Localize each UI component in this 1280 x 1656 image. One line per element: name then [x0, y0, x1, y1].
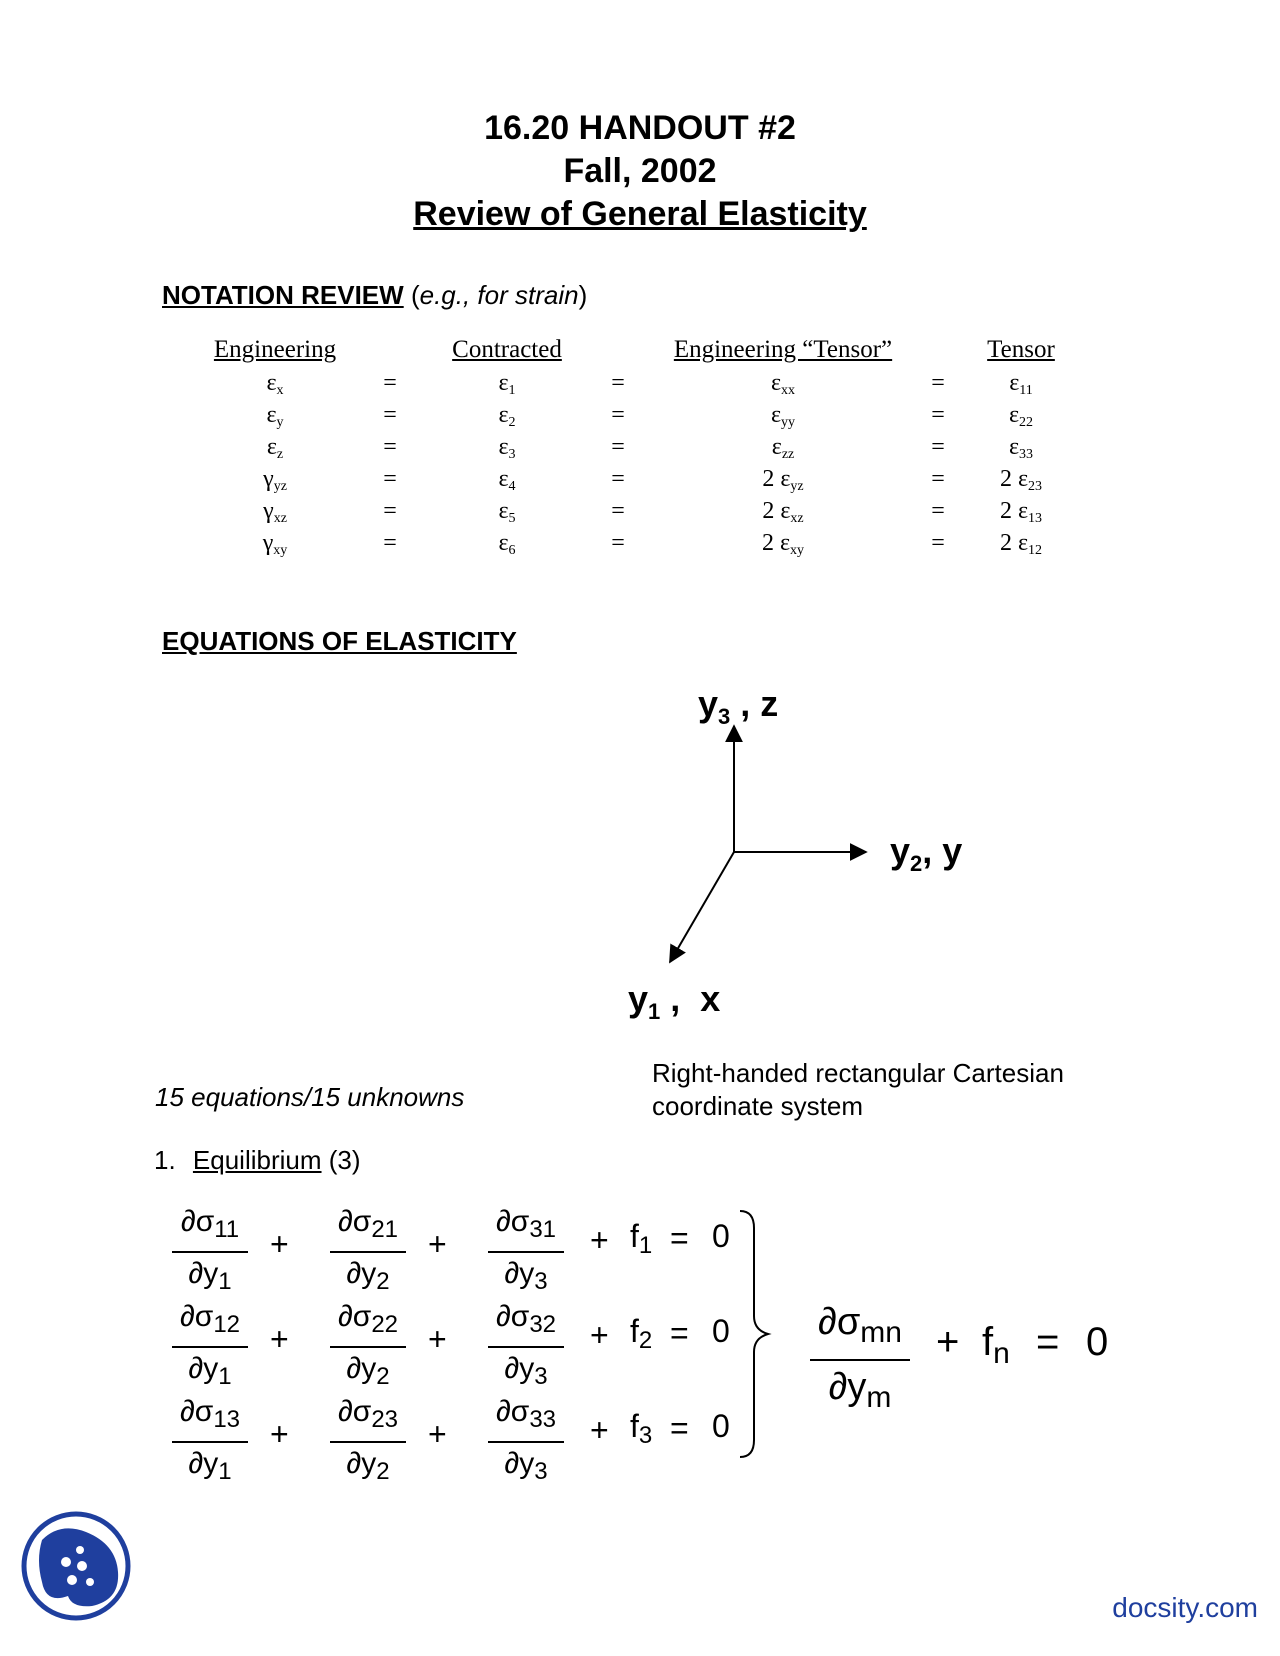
index-form-body-force: $f_n$	[982, 1320, 1010, 1370]
caption-line-2: coordinate system	[652, 1091, 863, 1121]
equals-sign: =	[383, 530, 397, 556]
stress-derivative-fraction: $\frac{\partial\sigma_{21}}{\partial y_2}$	[330, 1204, 406, 1300]
notation-cell-ten: $\varepsilon_{33}$	[1008, 434, 1034, 462]
body-force-term: $f_1$	[630, 1218, 653, 1259]
equals-sign: =	[611, 530, 625, 556]
body-force-term: $f_2$	[630, 1313, 653, 1354]
stress-derivative-fraction: $\frac{\partial\sigma_{32}}{\partial y_3}$	[488, 1299, 564, 1395]
column-header-tensor: Tensor	[987, 336, 1055, 363]
zero-value: 0	[712, 1218, 730, 1254]
equals-sign: =	[611, 402, 625, 428]
notation-cell-con: $\varepsilon_2$	[498, 402, 516, 430]
plus-sign: +	[428, 1416, 447, 1452]
curly-brace	[738, 1208, 788, 1460]
notation-cell-ten: 2 $\varepsilon_{23}$	[999, 466, 1043, 494]
docsity-brand-link[interactable]: docsity.com	[1112, 1592, 1258, 1623]
notation-cell-et: $\varepsilon_{zz}$	[771, 434, 795, 462]
zero-value: 0	[712, 1313, 730, 1349]
body-force-term: $f_3$	[630, 1408, 653, 1449]
stress-derivative-fraction: $\frac{\partial\sigma_{11}}{\partial y_1}$	[172, 1204, 248, 1300]
notation-cell-eng: $\gamma_{xy}$	[262, 530, 288, 558]
equilibrium-count: (3)	[328, 1145, 361, 1175]
notation-cell-eng: $\gamma_{yz}$	[263, 466, 287, 494]
notation-cell-eng: $\varepsilon_x$	[266, 370, 284, 398]
plus-sign: +	[590, 1317, 609, 1353]
column-header-engineering: Engineering	[213, 336, 337, 363]
equilibrium-heading	[154, 1145, 361, 1176]
equals-sign: =	[383, 370, 397, 396]
plus-sign: +	[270, 1321, 289, 1357]
notation-cell-con: $\varepsilon_5$	[498, 498, 516, 526]
column-header-contracted: Contracted	[452, 336, 562, 363]
plus-sign: +	[428, 1226, 447, 1262]
stress-derivative-fraction: $\frac{\partial\sigma_{22}}{\partial y_2}$	[330, 1299, 406, 1395]
notation-cell-eng: $\gamma_{xz}$	[263, 498, 287, 526]
list-number: 1.	[154, 1145, 176, 1175]
plus-sign: +	[270, 1226, 289, 1262]
equals-sign: =	[383, 402, 397, 428]
notation-cell-et: 2 $\varepsilon_{xz}$	[762, 498, 804, 526]
index-form-zero: 0	[1086, 1320, 1109, 1364]
column-header-engineering-tensor: Engineering “Tensor”	[673, 336, 893, 363]
axis-y1	[670, 852, 734, 962]
equals-sign: =	[383, 434, 397, 460]
notation-paren-close: )	[578, 280, 588, 310]
equals-sign: =	[931, 402, 945, 428]
notation-cell-eng: $\varepsilon_z$	[266, 434, 284, 462]
plus-sign: +	[428, 1321, 447, 1357]
handout-title: 16.20 HANDOUT #2	[484, 109, 796, 147]
stress-derivative-fraction: $\frac{\partial\sigma_{12}}{\partial y_1}$	[172, 1299, 248, 1395]
notation-cell-ten: 2 $\varepsilon_{13}$	[999, 498, 1043, 526]
stress-derivative-fraction: $\frac{\partial\sigma_{33}}{\partial y_3}$	[488, 1394, 564, 1490]
equals-sign: =	[611, 434, 625, 460]
plus-sign: +	[590, 1412, 609, 1448]
equation-count-note: 15 equations/15 unknowns	[155, 1082, 465, 1112]
index-form-equals: =	[1036, 1320, 1060, 1364]
notation-heading: NOTATION REVIEW	[162, 280, 404, 310]
notation-cell-con: $\varepsilon_1$	[498, 370, 516, 398]
equals-sign: =	[931, 498, 945, 524]
notation-paren-open: (	[410, 280, 420, 310]
index-form-fraction: $\partial\sigma_{mn}$ $\partial y_m$	[810, 1300, 910, 1420]
notation-cell-et: $\varepsilon_{xx}$	[770, 370, 796, 398]
notation-cell-con: $\varepsilon_3$	[498, 434, 516, 462]
elasticity-heading: EQUATIONS OF ELASTICITY	[162, 626, 517, 656]
axis-label-y1: $y_1$ , x	[628, 978, 721, 1024]
equals-sign: =	[931, 466, 945, 492]
axis-label-y3: $y_3$ , z	[698, 683, 779, 729]
semester: Fall, 2002	[563, 152, 717, 190]
equals-sign: =	[611, 498, 625, 524]
equals-sign: =	[611, 466, 625, 492]
stress-derivative-fraction: $\frac{\partial\sigma_{31}}{\partial y_3}$	[488, 1204, 564, 1300]
notation-cell-con: $\varepsilon_6$	[498, 530, 516, 558]
coordinate-caption	[652, 1057, 1064, 1123]
equals-sign: =	[383, 498, 397, 524]
equals-sign: =	[931, 434, 945, 460]
plus-sign: +	[590, 1222, 609, 1258]
notation-cell-con: $\varepsilon_4$	[498, 466, 516, 494]
equals-sign: =	[931, 530, 945, 556]
equals-sign: =	[670, 1410, 689, 1446]
notation-cell-ten: 2 $\varepsilon_{12}$	[999, 530, 1043, 558]
notation-cell-ten: $\varepsilon_{22}$	[1008, 402, 1034, 430]
zero-value: 0	[712, 1408, 730, 1444]
equals-sign: =	[670, 1220, 689, 1256]
notation-cell-eng: $\varepsilon_y$	[266, 402, 284, 430]
axis-label-y2: $y_2$, y	[890, 830, 963, 876]
stress-derivative-fraction: $\frac{\partial\sigma_{23}}{\partial y_2}$	[330, 1394, 406, 1490]
notation-cell-et: 2 $\varepsilon_{yz}$	[762, 466, 804, 494]
index-form-plus: +	[936, 1320, 960, 1364]
equilibrium-label: Equilibrium	[192, 1145, 322, 1175]
notation-cell-et: $\varepsilon_{yy}$	[770, 402, 796, 430]
equals-sign: =	[383, 466, 397, 492]
notation-cell-ten: $\varepsilon_{11}$	[1009, 370, 1033, 398]
docsity-logo-icon	[20, 1510, 132, 1622]
stress-derivative-fraction: $\frac{\partial\sigma_{13}}{\partial y_1}$	[172, 1394, 248, 1490]
equals-sign: =	[931, 370, 945, 396]
equals-sign: =	[670, 1315, 689, 1351]
notation-cell-et: 2 $\varepsilon_{xy}$	[761, 530, 805, 558]
plus-sign: +	[270, 1416, 289, 1452]
equals-sign: =	[611, 370, 625, 396]
document-title: Review of General Elasticity	[413, 195, 867, 233]
notation-note: e.g., for strain	[419, 280, 579, 310]
caption-line-1: Right-handed rectangular Cartesian	[652, 1058, 1064, 1088]
